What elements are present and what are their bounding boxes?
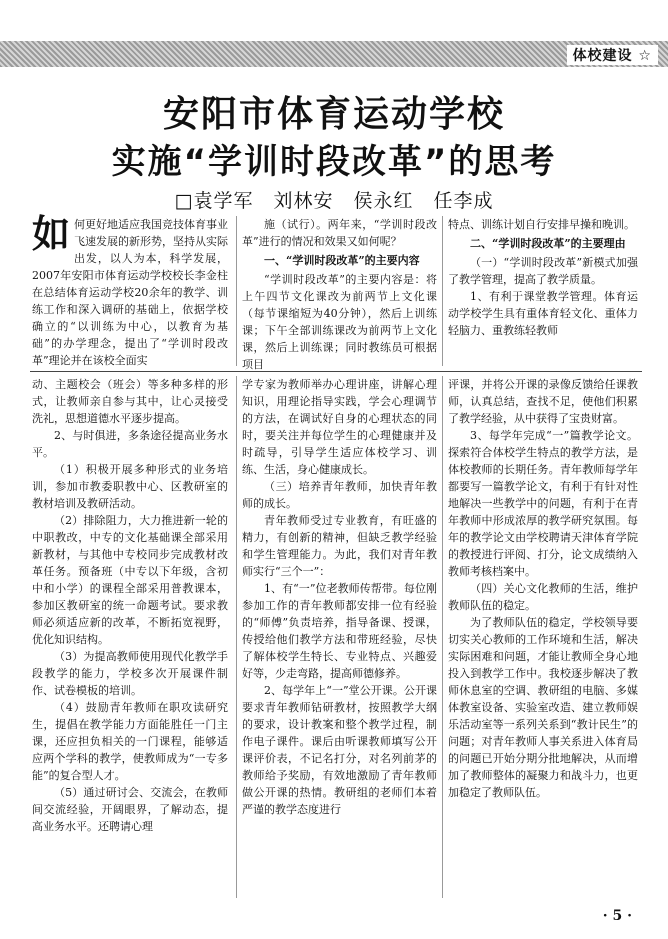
top-column-2 bbox=[242, 216, 437, 373]
paragraph: （一）“学训时段改革”新模式加强了教学管理，提高了教学质量。 bbox=[448, 256, 638, 286]
column-divider bbox=[442, 376, 443, 898]
paragraph: 为了教师队伍的稳定，学校领导要切实关心教师的工作环境和生活，解决实际困难和问题，才能让教师全身心地投入到教学工作中。我校逐步解决了教师休息室的空调、教研组的电脑、多媒体教室设备、实验室改造、建立教师娱乐活动室等一系列关系到“教计民生”的问题；对青年教师人事关系进入体育局的问题已开始分期分批地解决，从而增加了教师整体的凝聚力和战斗力，也更加稳定了教师队伍。 bbox=[448, 616, 638, 799]
article-title-line2: 实施“学训时段改革”的思考 bbox=[111, 142, 557, 182]
drop-cap: 如 bbox=[32, 211, 71, 256]
paragraph: 特点、训练计划自行安排早操和晚训。 bbox=[448, 218, 635, 231]
column-divider bbox=[236, 376, 237, 898]
paragraph: （3）为提高教师使用现代化教学手段教学的能力，学校多次开展课件制作、试卷模板的培训。 bbox=[32, 650, 228, 697]
paragraph: 施（试行）。两年来，“学训时段改革”进行的情况和效果又如何呢？ bbox=[242, 218, 437, 248]
paragraph: （三）培养青年教师，加快青年教师的成长。 bbox=[242, 480, 437, 510]
intro-paragraph bbox=[32, 211, 229, 369]
paragraph: 1、有“一”位老教师传帮带。每位刚参加工作的青年教师都安排一位有经验的“师傅”负责培养，指导备课、授课，传授给他们教学方法和带班经验，尽快了解体校学生特长、专业特点、兴趣爱好等，少走弯路，提高师德修养。 bbox=[242, 582, 437, 680]
article-title-line1: 安阳市体育运动学校 bbox=[162, 94, 505, 135]
paragraph: （四）关心文化教师的生活，维护教师队伍的稳定。 bbox=[448, 582, 638, 612]
section-heading: 一、“学训时段改革”的主要内容 bbox=[264, 254, 420, 267]
paragraph: 1、有利于课堂教学管理。体育运动学校学生具有重体育轻文化、重体力轻脑力、重教练轻教师 bbox=[448, 290, 638, 337]
paragraph: 青年教师受过专业教育，有旺盛的精力，有创新的精神，但缺乏教学经验和学生管理能力。为此，我们对青年教师实行“三个一”： bbox=[242, 514, 437, 578]
page-number: · 5 · bbox=[602, 908, 632, 924]
paragraph: （2）排除阻力，大力推进新一轮的中职教改，中专的文化基础课全部采用新教材，与其他中专校同步完成教材改革任务。预备班（中专以下年级，含初中和小学）的课程全部采用普教课本，参加区教研室的统一命题考试。要求教师必须适应新的改革，不断拓宽视野，优化知识结构。 bbox=[32, 514, 228, 646]
paragraph: 动、主题校会（班会）等多种多样的形式，让教师亲自参与其中，让心灵接受洗礼，思想道德水平逐步提高。 bbox=[32, 378, 228, 425]
paragraph: （1）积极开展多种形式的业务培训，参加市教委职教中心、区教研室的教材培训及教研活动。 bbox=[32, 463, 228, 510]
top-column-3 bbox=[448, 216, 638, 339]
section-label: 体校建设 ☆ bbox=[567, 45, 658, 65]
paragraph: “学训时段改革”的主要内容是：将上午四节文化课改为前两节上文化课（每节课缩短为40分钟），然后上训练课；下午全部训练课改为前两节上文化课，然后上训练课；同时教练员可根据项目 bbox=[242, 273, 437, 371]
paragraph: （4）鼓励青年教师在职攻读研究生，提倡在教学能力方面能胜任一门主课，还应担负相关的一门课程，能够适应两个学科的教学，使教师成为“一专多能”的复合型人才。 bbox=[32, 701, 228, 782]
bottom-column-3 bbox=[448, 376, 638, 801]
paragraph: 2、每学年上“一”堂公开课。公开课要求青年教师钻研教材，按照教学大纲的要求，设计教案和整个教学过程，制作电子课件。课后由听课教师填写公开课评价表，不记名打分，对名列前茅的教师给予奖励，有效地激励了青年教师做公开课的热情。教研组的老师们本着严谨的教学态度进行 bbox=[242, 684, 437, 816]
paragraph: 2、与时俱进，多条途径提高业务水平。 bbox=[32, 429, 228, 459]
top-column-1 bbox=[32, 211, 229, 369]
horizontal-divider bbox=[30, 371, 642, 372]
column-divider bbox=[236, 216, 237, 366]
bottom-column-2 bbox=[242, 376, 437, 818]
column-divider bbox=[442, 216, 443, 366]
paragraph: 学专家为教师举办心理讲座，讲解心理知识，用理论指导实践，学会心理调节的方法，在调试好自身的心理状态的同时，要关注并每位学生的心理健康并及时疏导，引导学生适应体校学习、训练、生活，身心健康成长。 bbox=[242, 378, 437, 476]
intro-text: 何更好地适应我国竞技体育事业飞速发展的新形势，坚持从实际出发，以人为本，科学发展，2007年安阳市体育运动学校校长李金柱在总结体育运动学校20余年的教学、训练工作和深入调研的基础上，依据学校确立的“以训练为中心，以教育为基础”的办学理念，提出了“学训时段改革”理论并在该校全面实 bbox=[32, 218, 229, 367]
paragraph: 评课，并将公开课的录像反馈给任课教师，认真总结，查找不足，使他们积累了教学经验，从中获得了宝贵财富。 bbox=[448, 378, 638, 425]
paragraph: （5）通过研讨会、交流会，在教师间交流经验，开阔眼界，了解动态，提高业务水平。还聘请心理 bbox=[32, 786, 228, 833]
bottom-column-1 bbox=[32, 376, 228, 835]
section-heading: 二、“学训时段改革”的主要理由 bbox=[470, 237, 626, 250]
paragraph: 3、每学年完成“一”篇教学论文。探索符合体校学生特点的教学方法，是体校教师的长期任务。青年教师每学年都要写一篇教学论文，有利于有针对性地解决一些教学中的问题，有利于在青年教师中形成浓厚的教学研究氛围。每年的教学论文由学校聘请天津体育学院的教授进行评阅、打分，论文成绩纳入教师考核档案中。 bbox=[448, 429, 638, 578]
article-authors: □袁学军 刘林安 侯永红 任李成 bbox=[174, 190, 494, 212]
